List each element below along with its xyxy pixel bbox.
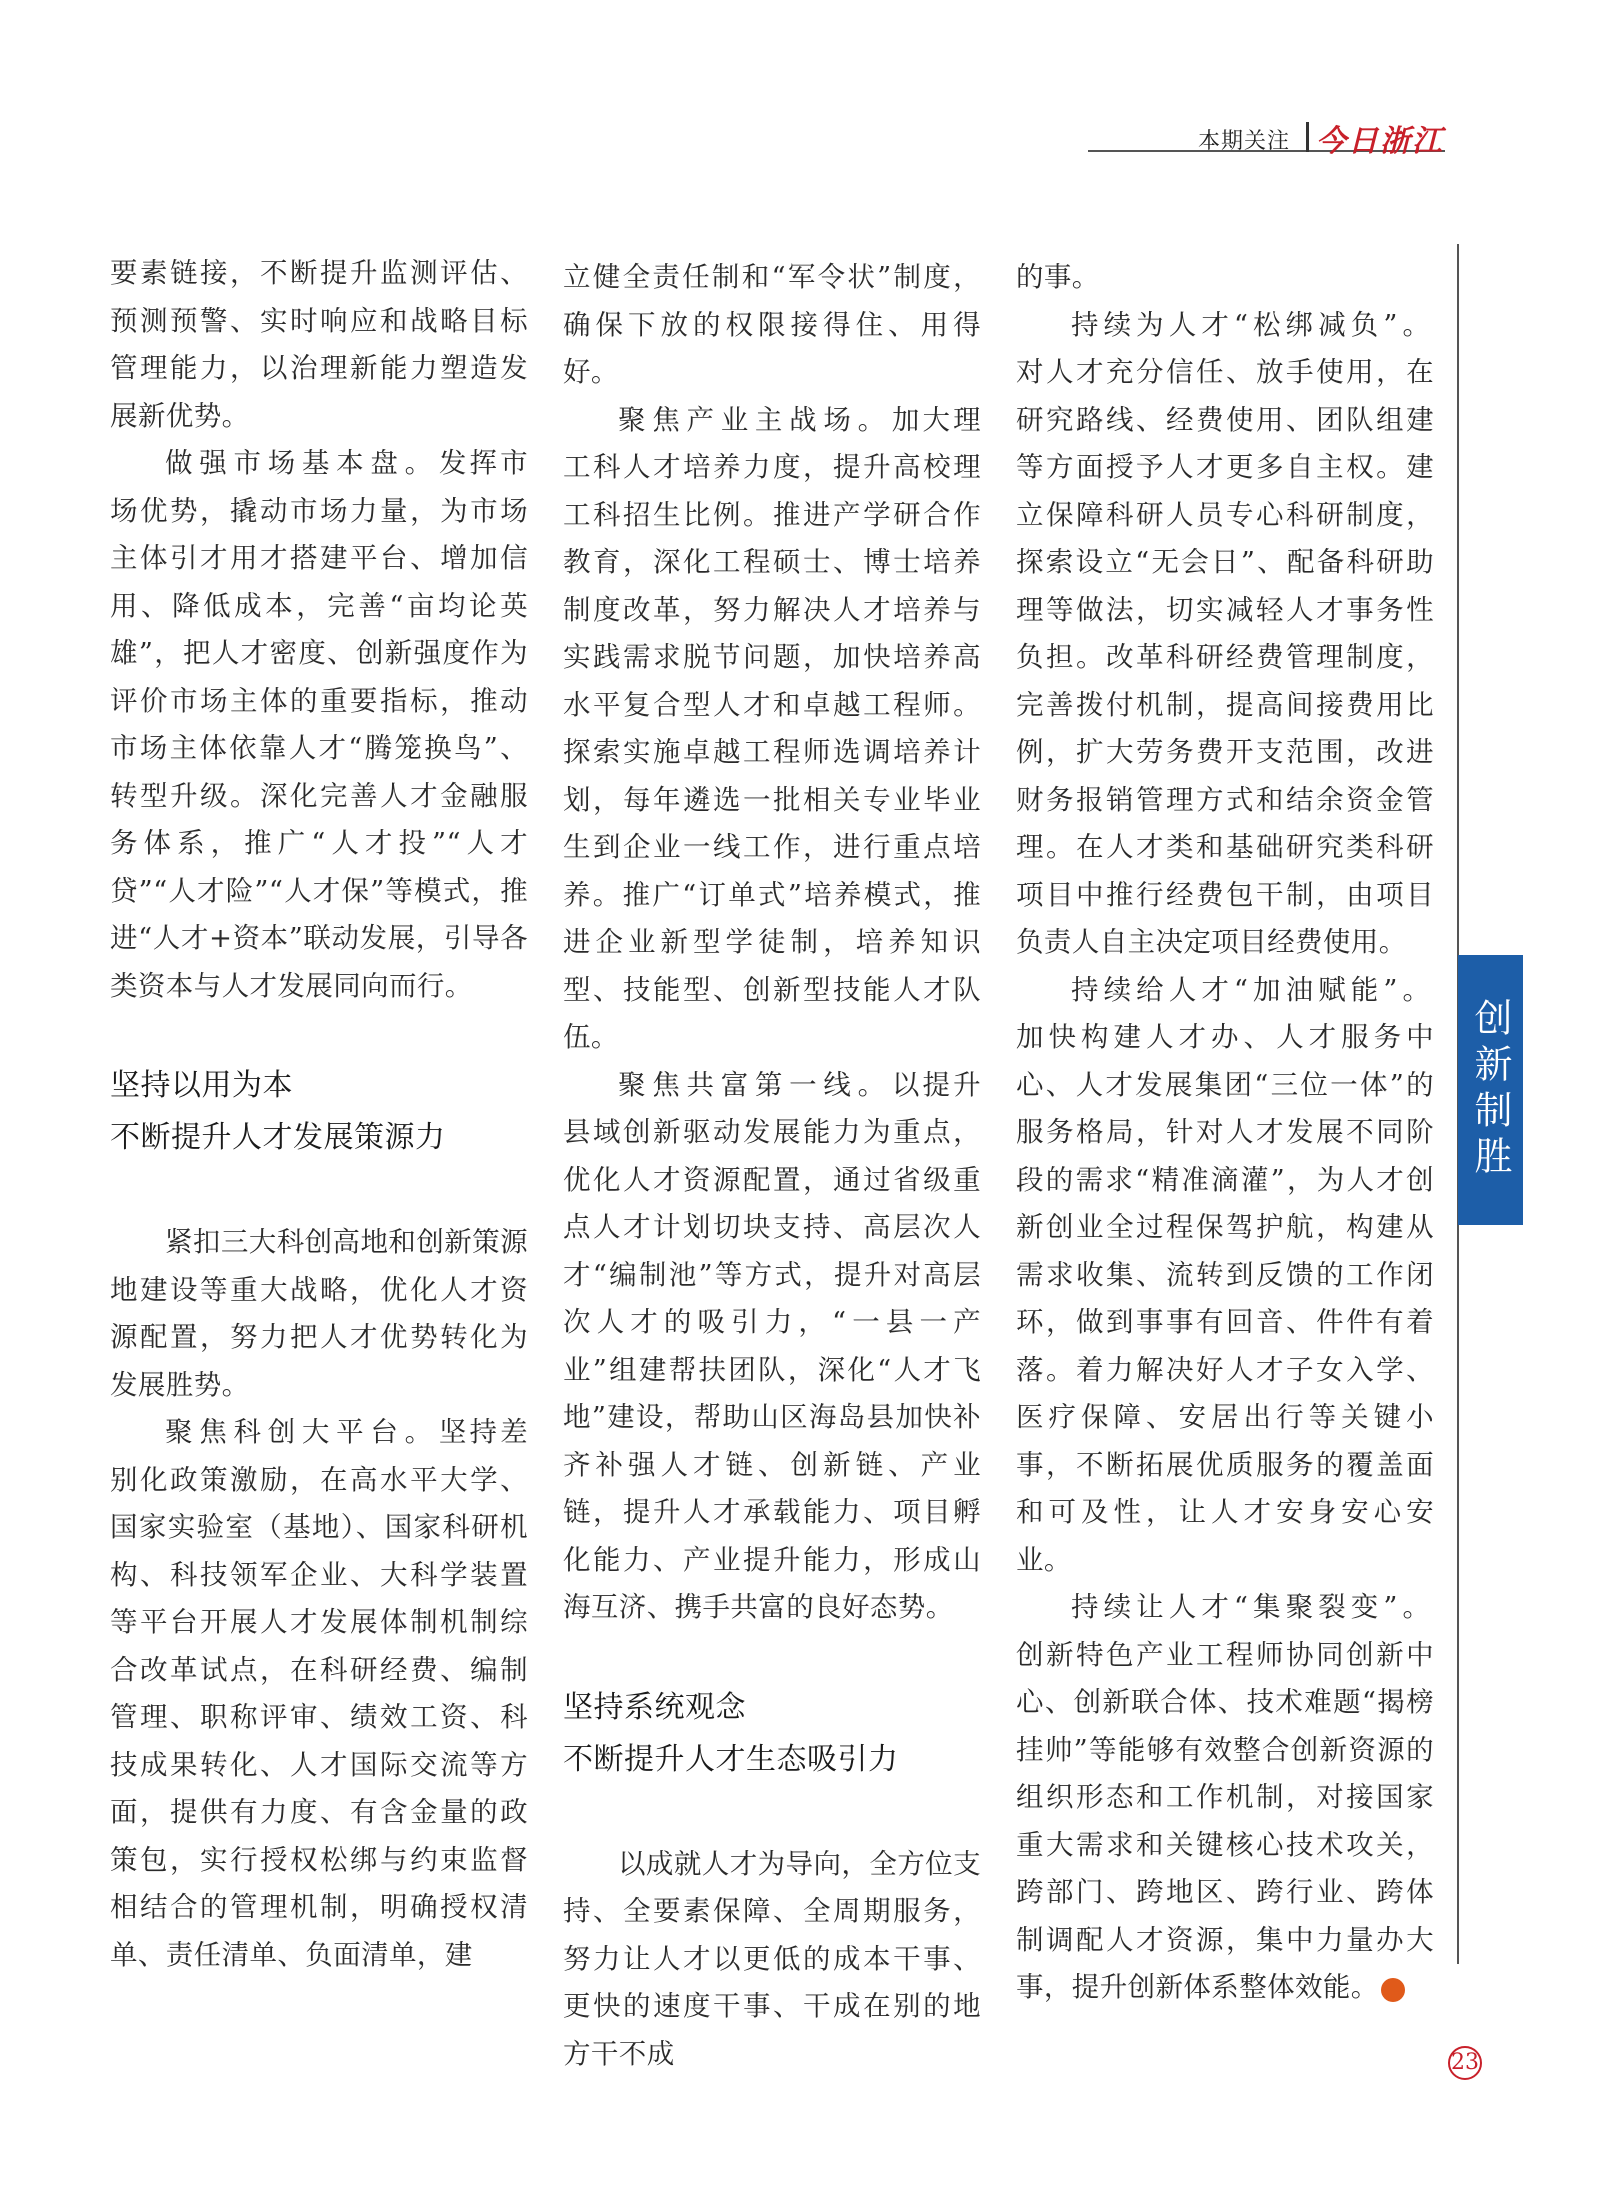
subheading: 聚焦共富第一线。 <box>618 1068 892 1101</box>
section-heading-line1: 坚持以用为本 <box>110 1068 293 1103</box>
paragraph: 的事。 <box>1016 261 1100 293</box>
column-3 <box>1016 254 1451 2012</box>
section-tab-label: 创新制胜 <box>1468 998 1512 1182</box>
paragraph-body: 以提升县域创新驱动发展能力为重点，优化人才资源配置，通过省级重点人才计划切块支持、高层次人才“编制池”等方式，提升对高层次人才的吸引力，“一县一产业”组建帮扶团队，深化“人才飞地”建设，帮助山区海岛县加快补齐补强人才链、创新链、产业链，提升人才承载能力、项目孵化能力、产业提升能力，形成山海互济、携手共富的良好态势。 <box>563 1068 982 1623</box>
paragraph-body: 加大理工科人才培养力度，提升高校理工科招生比例。推进产学研合作教育，深化工程硕士、博士培养制度改革，努力解决人才培养与实践需求脱节问题，加快培养高水平复合型人才和卓越工程师。探索实施卓越工程师选调培养计划，每年遴选一批相关专业毕业生到企业一线工作，进行重点培养。推广“订单式”培养模式，推进企业新型学徒制，培养知识型、技能型、创新型技能人才队伍。 <box>563 403 982 1053</box>
section-heading-line2: 不断提升人才发展策源力 <box>110 1120 446 1155</box>
subheading: 做强市场基本盘。 <box>165 447 439 479</box>
subheading: 聚焦科创大平台。 <box>165 1416 439 1448</box>
paragraph: 要素链接，不断提升监测评估、预测预警、实时响应和战略目标管理能力，以治理新能力塑造发展新优势。 <box>110 257 528 432</box>
paragraph <box>1016 302 1434 967</box>
section-heading-line2: 不断提升人才生态吸引力 <box>563 1741 899 1777</box>
section-heading <box>563 1682 981 1786</box>
subheading: 持续为人才“松绑减负”。 <box>1071 308 1434 341</box>
paragraph: 紧扣三大科创高地和创新策源地建设等重大战略，优化人才资源配置，努力把人才优势转化为发展胜势。 <box>110 1226 528 1401</box>
paragraph: 以成就人才为导向，全方位支持、全要素保障、全周期服务，努力让人才以更低的成本干事、更快的速度干事、干成在别的地方干不成 <box>563 1847 981 2070</box>
section-heading <box>110 1060 528 1164</box>
page-number: 23 <box>1448 2046 1482 2080</box>
paragraph <box>1016 1584 1451 2012</box>
column-2 <box>563 254 981 2078</box>
subheading: 持续让人才“集聚裂变”。 <box>1071 1591 1434 1623</box>
paragraph-body: 发挥市场优势，撬动市场力量，为市场主体引才用才搭建平台、增加信用、降低成本，完善“亩均论英雄”，把人才密度、创新强度作为评价市场主体的重要指标，推动市场主体依靠人才“腾笼换鸟”、转型升级。深化完善人才金融服务体系，推广“人才投”“人才贷”“人才险”“人才保”等模式，推进“人才+资本”联动发展，引导各类资本与人才发展同向而行。 <box>110 447 529 1002</box>
header-section-label: 本期关注 <box>1198 129 1291 154</box>
section-heading-line1: 坚持系统观念 <box>563 1689 746 1725</box>
header-logo: 今日浙江 <box>1316 124 1444 159</box>
article-end-icon: 今 <box>1381 1978 1405 2002</box>
subheading: 聚焦产业主战场。 <box>618 403 892 436</box>
header-separator <box>1306 122 1309 152</box>
paragraph-body: 对人才充分信任、放手使用，在研究路线、经费使用、团队组建等方面授予人才更多自主权。建立保障科研人员专心科研制度，探索设立“无会日”、配备科研助理等做法，切实减轻人才事务性负担。改革科研经费管理制度，完善拨付机制，提高间接费用比例，扩大劳务费开支范围，改进财务报销管理方式和结余资金管理。在人才类和基础研究类科研项目中推行经费包干制，由项目负责人自主决定项目经费使用。 <box>1016 356 1434 958</box>
paragraph <box>563 397 981 1062</box>
paragraph <box>563 1062 981 1632</box>
paragraph-body: 加快构建人才办、人才服务中心、人才发展集团“三位一体”的服务格局，针对人才发展不同阶段的需求“精准滴灌”，为人才创新创业全过程保驾护航，构建从需求收集、流转到反馈的工作闭环，做到事事有回音、件件有着落。着力解决好人才子女入学、医疗保障、安居出行等关键小事，不断拓展优质服务的覆盖面和可及性，让人才安身安心安业。 <box>1016 1021 1434 1576</box>
paragraph <box>110 440 528 1010</box>
paragraph: 立健全责任制和“军令状”制度，确保下放的权限接得住、用得好。 <box>563 261 981 388</box>
paragraph-body: 创新特色产业工程师协同创新中心、创新联合体、技术难题“揭榜挂帅”等能够有效整合创新资源的组织形态和工作机制，对接国家重大需求和关键核心技术攻关，跨部门、跨地区、跨行业、跨体制调配人才资源，集中力量办大事，提升创新体系整体效能。 <box>1016 1638 1434 2003</box>
paragraph <box>110 1409 528 1979</box>
paragraph <box>1016 967 1434 1585</box>
subheading: 持续给人才“加油赋能”。 <box>1071 973 1434 1006</box>
column-1 <box>110 250 528 1979</box>
paragraph-body: 坚持差别化政策激励，在高水平大学、国家实验室（基地）、国家科研机构、科技领军企业、大科学装置等平台开展人才发展体制机制综合改革试点，在科研经费、编制管理、职称评审、绩效工资、科技成果转化、人才国际交流等方面，提供有力度、有含金量的政策包，实行授权松绑与约束监督相结合的管理机制，明确授权清单、责任清单、负面清单，建 <box>110 1416 529 1971</box>
section-tab <box>1458 955 1523 1225</box>
